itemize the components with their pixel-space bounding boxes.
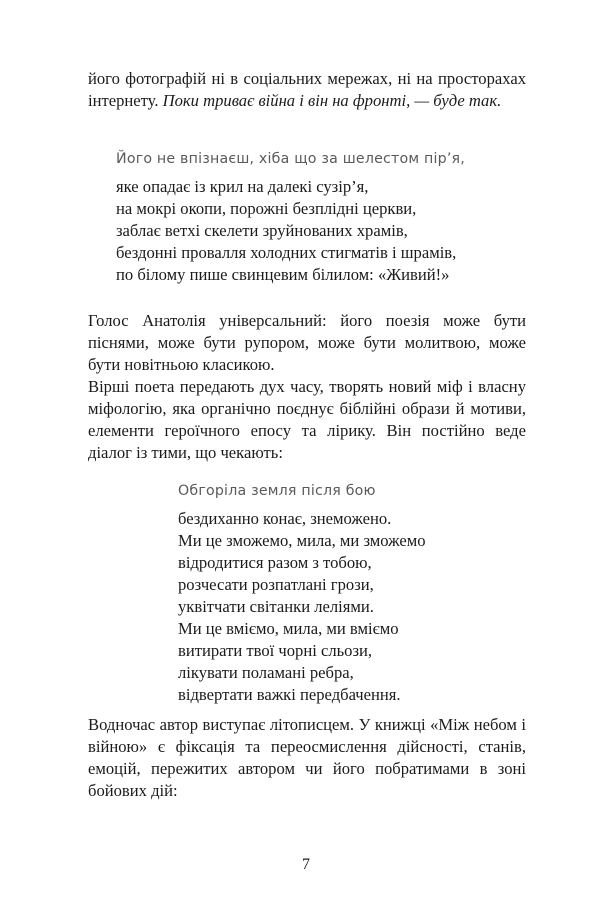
poem-line: бездиханно конає, знеможено. bbox=[178, 509, 392, 528]
poem-line: на мокрі окопи, порожні безплідні церкви, bbox=[116, 199, 417, 218]
poem-line: бездонні провалля холодних стигматів і шрамів, bbox=[116, 243, 457, 262]
poem-line: по білому пише свинцевим білилом: «Живий!» bbox=[116, 265, 450, 284]
poem-line: Ми це зможемо, мила, ми зможемо bbox=[178, 531, 426, 550]
poem-excerpt-2 bbox=[178, 480, 426, 706]
poem-line: відвертати важкі передбачення. bbox=[178, 685, 401, 704]
poem-line: Ми це вміємо, мила, ми вміємо bbox=[178, 619, 399, 638]
poem-line: розчесати розпатлані грози, bbox=[178, 575, 374, 594]
paragraph-chronicler: Водночас автор виступає літописцем. У книжці «Між небом і війною» є фіксація та переосмислення дійсності, станів, емоцій, пережитих автором чи його побратимами в зоні бойових дій: bbox=[88, 715, 526, 800]
poem-line: яке опадає із крил на далекі сузір’я, bbox=[116, 177, 369, 196]
paragraph-intro bbox=[88, 68, 526, 112]
poem-line: лікувати поламані ребра, bbox=[178, 663, 354, 682]
paragraph-voice: Голос Анатолія універсальний: його поезія може бути піснями, може бути рупором, може бути молитвою, може бути новітньою класикою. bbox=[88, 311, 526, 374]
paragraph-intro-italic: Поки триває війна і він на фронті, — буде так. bbox=[162, 91, 502, 110]
paragraph-themes: Вірші поета передають дух часу, творять новий міф і власну міфологію, яка органічно поєднує біблійні образи й мотиви, елементи героїчного епосу та лірику. Він постійно веде діалог із тими, що чекають: bbox=[88, 377, 526, 462]
paragraph-intro-text: його фотографій ні в соціальних мережах, ні на просторахах інтернету. bbox=[88, 69, 526, 110]
poem-line: заблає ветхі скелети зруйнованих храмів, bbox=[116, 221, 408, 240]
poem-line: відродитися разом з тобою, bbox=[178, 553, 372, 572]
page-number: 7 bbox=[302, 856, 310, 873]
poem-line: уквітчати світанки леліями. bbox=[178, 597, 374, 616]
poem-2-first-line: Обгоріла земля після бою bbox=[178, 483, 376, 499]
poem-1-first-line: Його не впізнаєш, хіба що за шелестом пір’я, bbox=[116, 151, 465, 167]
poem-line: витирати твої чорні сльози, bbox=[178, 641, 373, 660]
poem-excerpt-1 bbox=[116, 148, 465, 286]
